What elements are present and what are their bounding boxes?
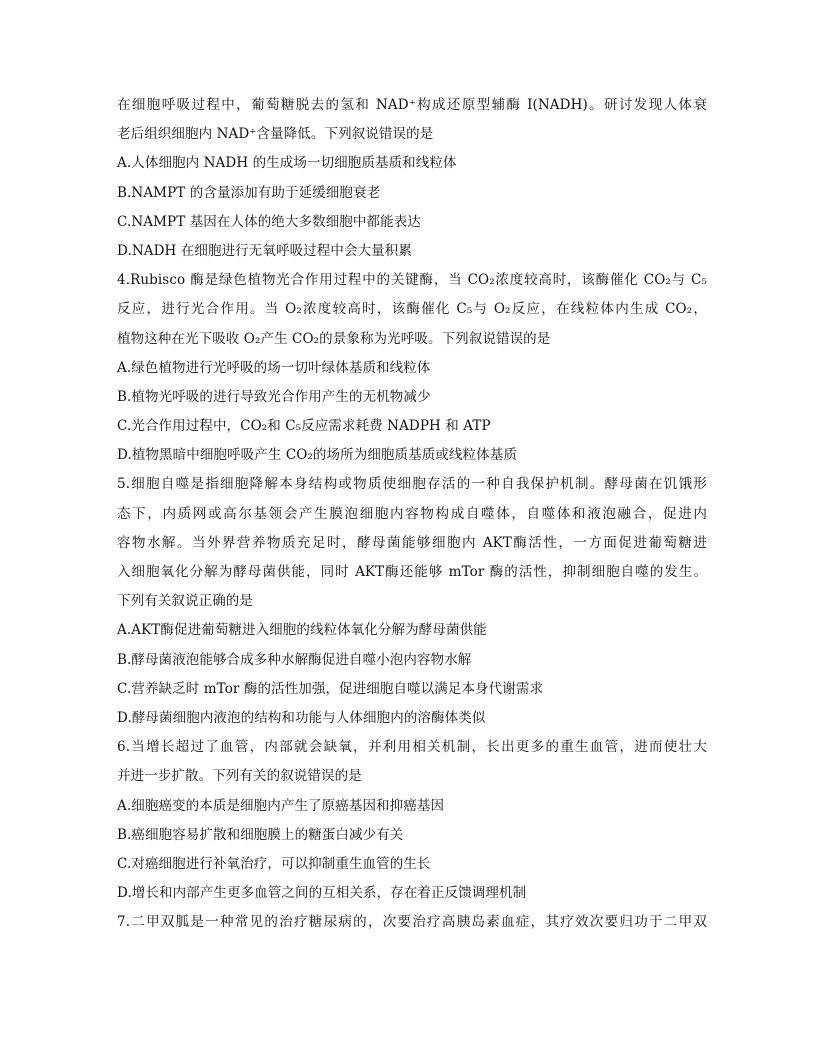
option-a: A.细胞癌变的本质是细胞内产生了原癌基因和抑癌基因 [117, 797, 445, 814]
option-d: D.酵母菌细胞内液泡的结构和功能与人体细胞内的溶酶体类似 [117, 709, 486, 726]
document-page [117, 96, 707, 942]
text-line: 在细胞呼吸过程中，葡萄糖脱去的氢和 NAD⁺构成还原型辅酶 I(NADH)。研讨发现人体衰 [117, 97, 707, 113]
question-4: 4.Rubisco 酶是绿色植物光合作用过程中的关键酶，当 CO₂浓度较高时，该酶催化 CO₂与 C₅ [117, 272, 707, 289]
option-b: B.癌细胞容易扩散和细胞膜上的糖蛋白减少有关 [117, 826, 404, 843]
text-line: 反应，进行光合作用。当 O₂浓度较高时，该酶催化 C₅与 O₂反应，在线粒体内生成 CO₂， [117, 301, 707, 318]
option-a: A.绿色植物进行光呼吸的场一切叶绿体基质和线粒体 [117, 359, 431, 376]
option-a: A.AKT酶促进葡萄糖进入细胞的线粒体氧化分解为酵母菌供能 [117, 622, 487, 639]
text-line: 态下，内质网或高尔基领会产生膜泡细胞内容物构成自噬体，自噬体和液泡融合，促进内 [117, 505, 707, 522]
option-c: C.营养缺乏时 mTor 酶的活性加强，促进细胞自噬以满足本身代谢需求 [117, 680, 544, 697]
option-c: C.光合作用过程中，CO₂和 C₅反应需求耗费 NADPH 和 ATP [117, 418, 491, 435]
question-6: 6.当增长超过了血管，内部就会缺氧，并利用相关机制，长出更多的重生血管，进而使壮大 [117, 739, 707, 756]
option-d: D.植物黑暗中细胞呼吸产生 CO₂的场所为细胞质基质或线粒体基质 [117, 447, 517, 464]
text-line: 入细胞氧化分解为酵母菌供能，同时 AKT酶还能够 mTor 酶的活性，抑制细胞自噬的发生。 [117, 564, 707, 580]
option-d: D.NADH 在细胞进行无氧呼吸过程中会大量积累 [117, 242, 412, 259]
text-line: 下列有关叙说正确的是 [117, 593, 253, 610]
question-5: 5.细胞自噬是指细胞降解本身结构或物质使细胞存活的一种自我保护机制。酵母菌在饥饿形 [117, 476, 707, 493]
option-b: B.植物光呼吸的进行导致光合作用产生的无机物减少 [117, 388, 431, 405]
option-b: B.NAMPT 的含量添加有助于延缓细胞衰老 [117, 184, 381, 201]
option-d: D.增长和内部产生更多血管之间的互相关系，存在着正反馈调理机制 [117, 885, 527, 902]
text-line: 容物水解。当外界营养物质充足时，酵母菌能够细胞内 AKT酶活性，一方面促进葡萄糖进 [117, 534, 707, 551]
text-line: 并进一步扩散。下列有关的叙说错误的是 [117, 768, 362, 785]
option-c: C.对癌细胞进行补氧治疗，可以抑制重生血管的生长 [117, 855, 431, 872]
option-a: A.人体细胞内 NADH 的生成场一切细胞质基质和线粒体 [117, 155, 457, 172]
text-line: 老后组织细胞内 NAD⁺含量降低。下列叙说错误的是 [117, 126, 434, 143]
question-7: 7.二甲双胍是一种常见的治疗糖尿病的，次要治疗高胰岛素血症，其疗效次要归功于二甲双 [117, 914, 707, 931]
text-line: 植物这种在光下吸收 O₂产生 CO₂的景象称为光呼吸。下列叙说错误的是 [117, 330, 551, 347]
option-c: C.NAMPT 基因在人体的绝大多数细胞中都能表达 [117, 213, 421, 230]
option-b: B.酵母菌液泡能够合成多种水解酶促进自噬小泡内容物水解 [117, 651, 472, 668]
